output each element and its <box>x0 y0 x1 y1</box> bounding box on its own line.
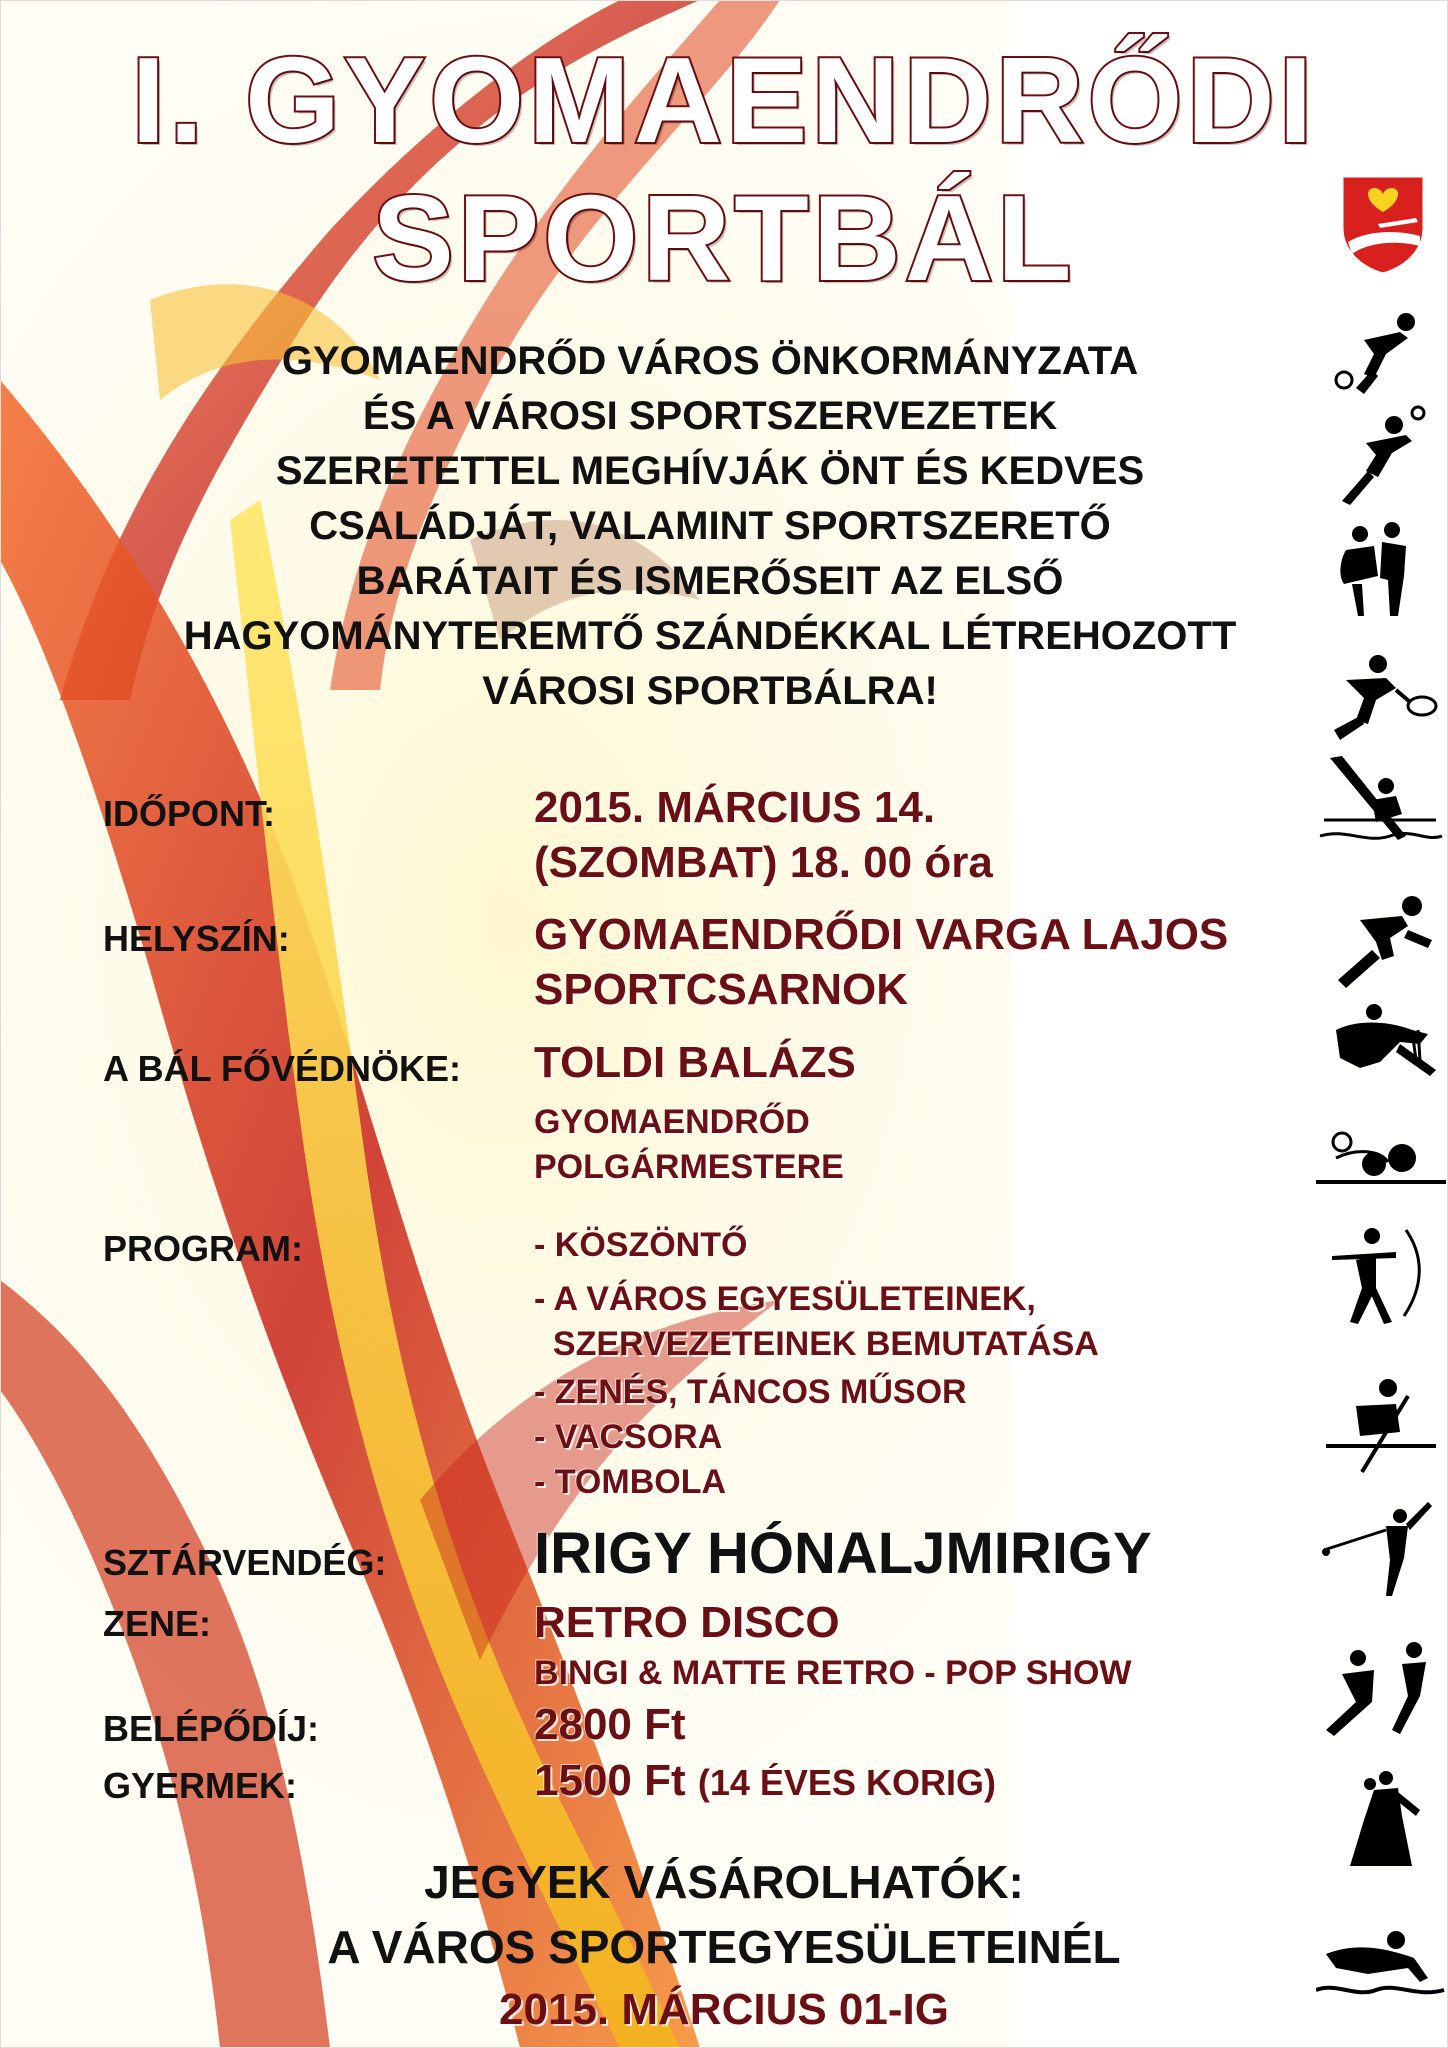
program-item: - VACSORA <box>534 1418 723 1456</box>
tickets-heading: JEGYEK VÁSÁROLHATÓK: <box>424 1856 1024 1908</box>
volleyball-icon <box>1316 308 1446 408</box>
program-item: SZERVEZETEINEK BEMUTATÁSA <box>534 1325 1099 1363</box>
time-hour: (SZOMBAT) 18. 00 óra <box>534 838 993 887</box>
invitation-line: GYOMAENDRŐD VÁROS ÖNKORMÁNYZATA <box>281 339 1139 383</box>
kayak-icon <box>1316 752 1446 852</box>
invitation-line: BARÁTAIT ÉS ISMERŐSEIT AZ ELSŐ <box>356 559 1064 603</box>
child-label: GYERMEK: <box>103 1765 298 1806</box>
canoe-icon <box>1316 1376 1446 1476</box>
handball-icon <box>1316 405 1446 505</box>
title-line-1: I. GYOMAENDRŐDI <box>131 32 1317 168</box>
invitation-line: ÉS A VÁROSI SPORTSZERVEZETEK <box>362 394 1058 438</box>
venue-label: HELYSZÍN: <box>103 918 290 959</box>
venue-hall: SPORTCSARNOK <box>534 965 909 1014</box>
time-date: 2015. MÁRCIUS 14. <box>534 783 936 832</box>
program-item: - TOMBOLA <box>534 1463 727 1501</box>
swimming-icon <box>1316 1918 1446 2018</box>
archery-icon <box>1316 1226 1446 1326</box>
invitation-line: CSALÁDJÁT, VALAMINT SPORTSZERETŐ <box>309 504 1111 548</box>
rhythmic-gymnastics-icon <box>1316 1500 1446 1600</box>
time-label: IDŐPONT: <box>103 793 276 834</box>
running-icon <box>1316 890 1446 990</box>
invitation-line: VÁROSI SPORTBÁLRA! <box>482 669 938 713</box>
tickets-deadline: 2015. MÁRCIUS 01-IG <box>499 1985 949 2034</box>
patron-name: TOLDI BALÁZS <box>534 1038 856 1087</box>
program-item: - ZENÉS, TÁNCOS MŰSOR <box>534 1373 967 1411</box>
city-crest-icon <box>1338 172 1428 276</box>
invitation-line: HAGYOMÁNYTEREMTŐ SZÁNDÉKKAL LÉTREHOZOTT <box>183 614 1237 658</box>
patron-role: GYOMAENDRŐD <box>534 1103 810 1141</box>
music-label: ZENE: <box>103 1603 211 1644</box>
equestrian-icon <box>1316 1000 1446 1100</box>
music-value: RETRO DISCO <box>534 1598 840 1647</box>
invitation-line: SZERETETTEL MEGHÍVJÁK ÖNT ÉS KEDVES <box>275 449 1145 493</box>
patron-role: POLGÁRMESTERE <box>534 1148 844 1186</box>
child-price-value: 1500 Ft <box>534 1756 686 1805</box>
invitation-text <box>110 334 1310 719</box>
title-line-2: SPORTBÁL <box>372 170 1076 306</box>
star-guest-label: SZTÁRVENDÉG: <box>103 1542 387 1583</box>
child-price <box>534 1756 996 1806</box>
entry-label: BELÉPŐDÍJ: <box>103 1708 320 1749</box>
child-price-note: (14 ÉVES KORIG) <box>697 1762 996 1803</box>
music-sub: BINGI & MATTE RETRO - POP SHOW <box>534 1654 1132 1692</box>
tennis-icon <box>1316 650 1446 750</box>
ballroom-dance-icon <box>1316 1770 1446 1870</box>
tickets-where: A VÁROS SPORTEGYESÜLETEINÉL <box>327 1921 1121 1973</box>
program-label: PROGRAM: <box>103 1228 303 1269</box>
star-guest-value: IRIGY HÓNALJMIRIGY <box>534 1521 1152 1586</box>
program-item: - A VÁROS EGYESÜLETEINEK, <box>534 1280 1036 1318</box>
folk-dance-icon <box>1316 520 1446 620</box>
patron-label: A BÁL FŐVÉDNÖKE: <box>103 1048 462 1089</box>
bowling-icon <box>1316 1118 1446 1218</box>
program-item: - KÖSZÖNTŐ <box>534 1226 748 1264</box>
venue-name: GYOMAENDRŐDI VARGA LAJOS <box>534 910 1229 959</box>
martial-arts-icon <box>1316 1640 1446 1740</box>
entry-value: 2800 Ft <box>534 1700 686 1749</box>
